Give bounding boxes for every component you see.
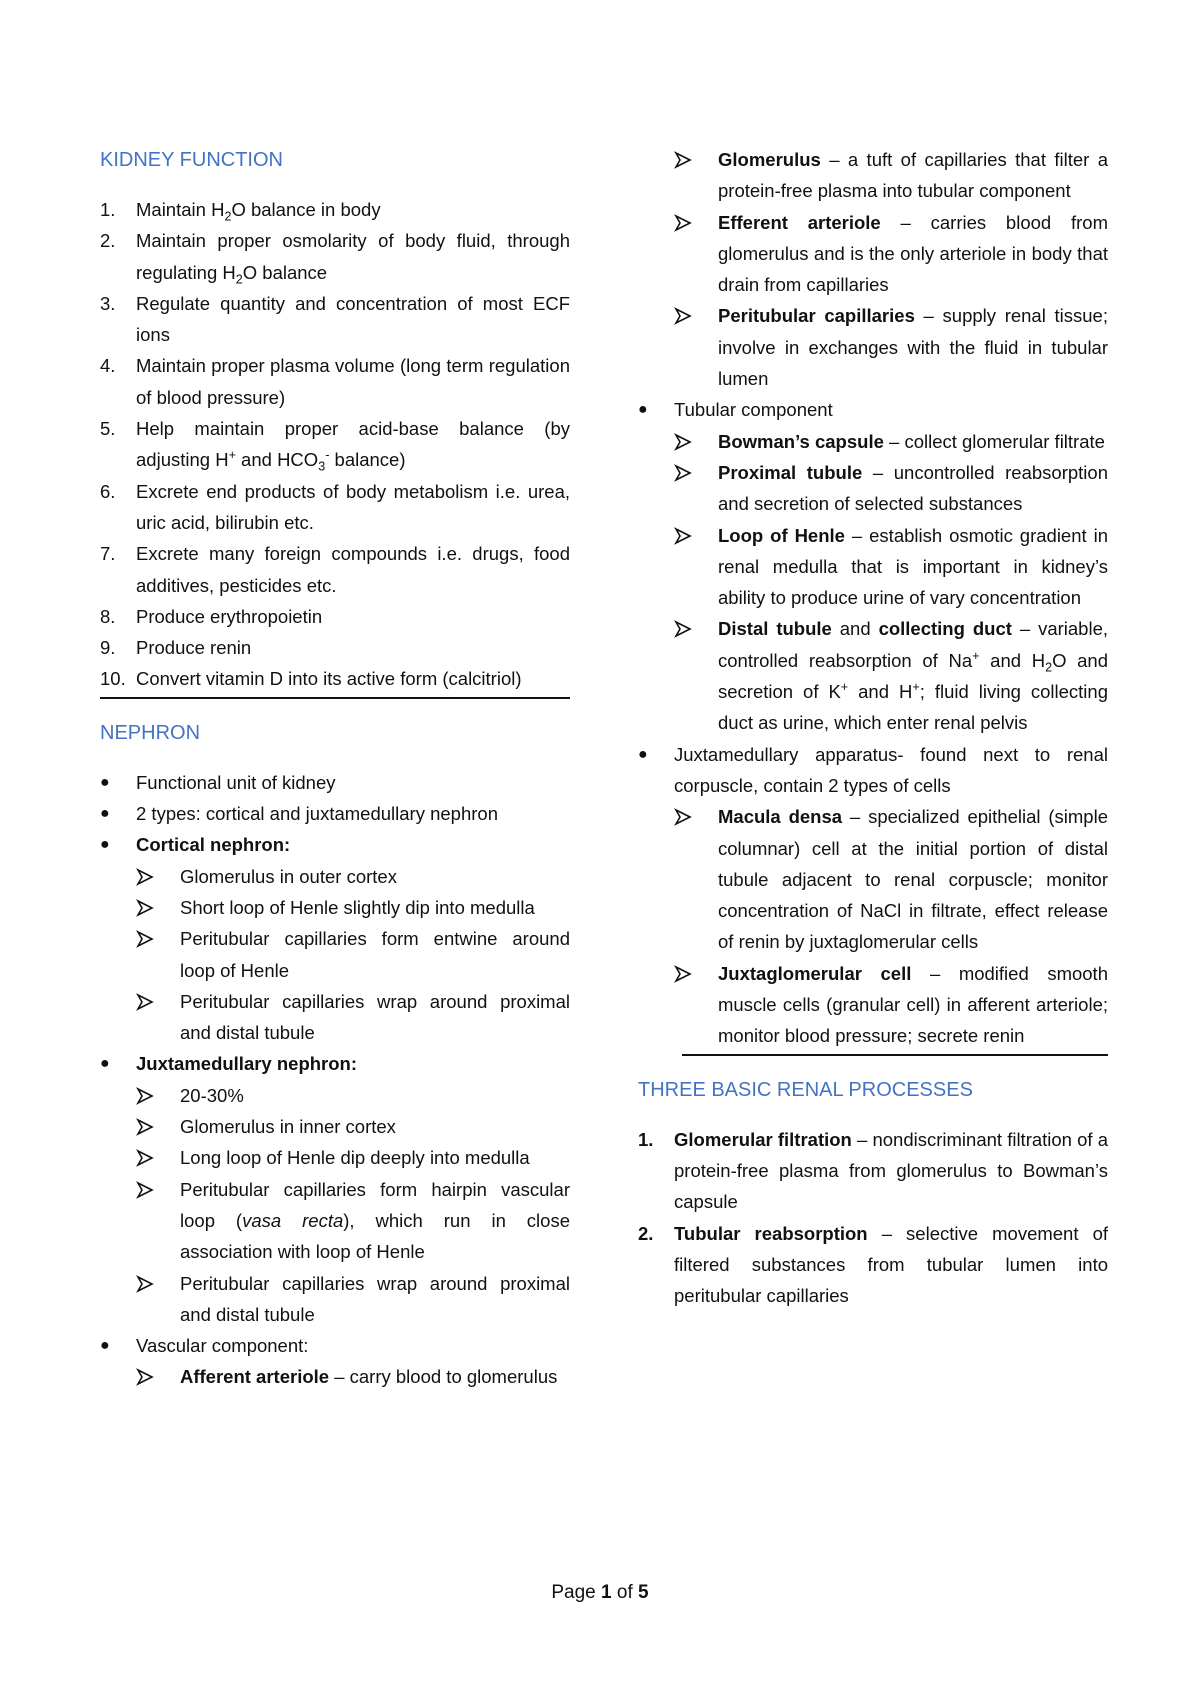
list-item-text: Glomerular filtration – nondiscriminant filtration of a protein-free plasma from glomerulus to Bowman’s capsule	[674, 1128, 1109, 1213]
renal-processes-list	[638, 1124, 1108, 1312]
list-number: 2.	[638, 1222, 654, 1244]
arrow-bullet-icon	[136, 861, 158, 892]
list-item	[136, 1174, 570, 1268]
jga-subitems	[674, 801, 1108, 1051]
list-item: ● Juxtamedullary apparatus- found next to renal corpuscle, contain 2 types of cells Macula densa – specialized epithelial (simple columnar) cell at the initial portion of distal tubule adjacent to renal corpuscle; monitor concentration of NaCl in filtrate, effect release of renin by juxtaglomerular cells Juxtaglomerular cell – modified smooth muscle cells (granular cell) in afferent arteriole; monitor blood pressure; secrete renin	[638, 739, 1108, 1052]
right-column	[638, 144, 1108, 1311]
list-item-text: Produce erythropoietin	[136, 605, 323, 627]
list-item-text: Glomerulus in inner cortex	[180, 1116, 396, 1138]
list-item-text: Produce renin	[136, 637, 252, 659]
arrow-bullet-icon	[136, 1268, 158, 1299]
list-item	[674, 426, 1108, 457]
list-item-text: Peritubular capillaries form entwine around loop of Henle	[180, 928, 570, 981]
list-item: ● 2 types: cortical and juxtamedullary nephron	[100, 798, 570, 829]
list-number: 4.	[100, 355, 116, 377]
list-item	[136, 1111, 570, 1142]
list-item	[100, 288, 570, 351]
list-item-text: Help maintain proper acid-base balance (by adjusting H+ and $HCO_3^-$ balance)	[136, 418, 570, 475]
list-item: ● Vascular component: Afferent arteriole – carry blood to glomerulus	[100, 1330, 570, 1393]
list-item	[100, 476, 570, 539]
list-item	[136, 1268, 570, 1331]
list-item-text: Peritubular capillaries wrap around proximal and distal tubule	[180, 990, 570, 1044]
arrow-bullet-icon	[136, 923, 158, 954]
arrow-bullet-icon	[136, 1174, 158, 1205]
nephron-list-continued	[638, 144, 1108, 1052]
list-item	[100, 1048, 570, 1330]
list-number: 10.	[100, 668, 126, 690]
list-item-text: Short loop of Henle slightly dip into medulla	[180, 896, 535, 918]
list-number: 2.	[100, 230, 116, 252]
list-item	[136, 986, 570, 1049]
arrow-bullet-icon	[136, 892, 158, 923]
nephron-list	[100, 767, 570, 1393]
list-item	[136, 1080, 570, 1111]
list-item	[100, 829, 570, 1048]
bullet-icon: ●	[638, 745, 648, 763]
list-item-text: Glomerulus – a tuft of capillaries that filter a protein-free plasma into tubular component	[718, 149, 1108, 202]
kidney-function-heading: KIDNEY FUNCTION	[100, 149, 283, 171]
bullet-icon: ●	[100, 836, 110, 854]
list-item-text: Macula densa – specialized epithelial (simple columnar) cell at the initial portion of distal tubule adjacent to renal corpuscle; monitor concentration of NaCl in filtrate, effect release of renin by juxtaglomerular cells	[718, 806, 1108, 953]
bullet-icon: ●	[100, 1337, 110, 1355]
list-item	[674, 613, 1108, 738]
list-item	[136, 861, 570, 892]
renal-processes-heading: THREE BASIC RENAL PROCESSES	[638, 1078, 973, 1101]
list-item-text: 20-30%	[180, 1084, 244, 1106]
bullet-icon: ●	[100, 1055, 110, 1073]
tubular-subitems	[674, 426, 1108, 739]
list-item-text: Maintain proper osmolarity of body fluid, through regulating $H_2O$ balance	[136, 230, 570, 287]
list-number: 1.	[100, 199, 116, 220]
bullet-icon: ●	[100, 805, 110, 823]
list-number: 9.	[100, 637, 116, 659]
list-item-text: Loop of Henle – establish osmotic gradient in renal medulla that is important in kidney’s ability to produce urine of vary concentration	[718, 524, 1109, 609]
list-item	[136, 1142, 570, 1173]
list-item-text: Maintain proper plasma volume (long term regulation of blood pressure)	[136, 355, 570, 408]
list-item-text: Peritubular capillaries form hairpin vascular loop (vasa recta), which run in close association with loop of Henle	[180, 1178, 570, 1263]
list-item-text: Distal tubule and collecting duct – variable, controlled reabsorption of Na+ and $H_2O$ and secretion of K+ and H+; fluid living collecting duct as urine, which enter renal pelvis	[718, 618, 1108, 734]
bullet-icon: ●	[638, 401, 648, 419]
arrow-bullet-icon	[136, 1080, 158, 1111]
list-item	[100, 350, 570, 413]
cortical-nephron-title: Cortical nephron:	[136, 834, 291, 856]
list-item	[674, 801, 1108, 957]
list-item	[674, 520, 1108, 614]
list-item-text: Long loop of Henle dip deeply into medulla	[180, 1147, 530, 1169]
list-item-text: Excrete end products of body metabolism i.e. urea, uric acid, bilirubin etc.	[136, 480, 570, 533]
list-item	[638, 1218, 1108, 1312]
arrow-bullet-icon	[674, 426, 696, 457]
list-item-text: Glomerulus in outer cortex	[180, 865, 397, 887]
page-footer: Page 1 of 5	[551, 1582, 649, 1603]
list-item-text: Proximal tubule – uncontrolled reabsorption and secretion of selected substances	[718, 461, 1108, 515]
list-item	[100, 225, 570, 288]
section-divider	[682, 1054, 1108, 1056]
arrow-bullet-icon	[674, 300, 696, 331]
arrow-bullet-icon	[674, 613, 696, 644]
list-item	[136, 1361, 570, 1392]
list-item-text: Convert vitamin D into its active form (calcitriol)	[136, 668, 522, 690]
list-item-text: Maintain $H_2O$ balance in body	[136, 199, 381, 224]
list-item-text: Efferent arteriole – carries blood from glomerulus and is the only arteriole in body that drain from capillaries	[718, 211, 1109, 296]
list-item	[100, 601, 570, 632]
list-number: 7.	[100, 543, 116, 565]
list-item-text: Peritubular capillaries wrap around proximal and distal tubule	[180, 1272, 570, 1325]
list-item	[100, 413, 570, 476]
list-item	[674, 457, 1108, 520]
left-column	[100, 138, 570, 1393]
kidney-function-list	[100, 194, 570, 695]
list-item-text: Regulate quantity and concentration of most ECF ions	[136, 292, 570, 346]
list-item	[674, 958, 1108, 1052]
list-item-continued	[638, 144, 1108, 394]
list-item-text: Excrete many foreign compounds i.e. drugs, food additives, pesticides etc.	[136, 543, 570, 596]
arrow-bullet-icon	[674, 520, 696, 551]
list-item	[674, 207, 1108, 301]
list-item	[674, 144, 1108, 207]
vascular-subitems-left	[136, 1361, 570, 1392]
list-number: 3.	[100, 292, 116, 314]
arrow-bullet-icon	[136, 1111, 158, 1142]
bullet-icon: ●	[100, 773, 110, 791]
list-item-text: Peritubular capillaries – supply renal tissue; involve in exchanges with the fluid in tubular lumen	[718, 305, 1108, 390]
arrow-bullet-icon	[136, 1142, 158, 1173]
list-item-text: Afferent arteriole – carry blood to glomerulus	[180, 1366, 558, 1388]
list-item: ● Tubular component Bowman’s capsule – collect glomerular filtrate Proximal tubule – uncontrolled reabsorption and secretion of selected substances Loop of Henle – establish osmotic gradient in renal medulla that is important in kidney’s ability to produce urine of vary concentration Distal tubule and collecting duct – variable, controlled reabsorption of Na+ and $H_2O$ and secretion of K+ and H+; fluid living collecting duct as urine, which enter renal pelvis	[638, 394, 1108, 738]
list-number: 6.	[100, 480, 116, 502]
nephron-heading: NEPHRON	[100, 721, 201, 744]
list-item	[638, 1124, 1108, 1218]
list-number: 1.	[638, 1128, 654, 1150]
arrow-bullet-icon	[136, 1361, 158, 1392]
list-item	[674, 300, 1108, 394]
list-item-text: Bowman’s capsule – collect glomerular filtrate	[718, 430, 1105, 452]
list-item	[100, 538, 570, 601]
juxtamedullary-nephron-title: Juxtamedullary nephron:	[136, 1053, 358, 1075]
arrow-bullet-icon	[674, 958, 696, 989]
list-item	[136, 892, 570, 923]
list-item: ● Functional unit of kidney	[100, 767, 570, 798]
juxta-subitems	[136, 1080, 570, 1330]
list-item	[136, 923, 570, 986]
vascular-subitems-right	[674, 144, 1108, 394]
arrow-bullet-icon	[674, 207, 696, 238]
list-item-text: Juxtaglomerular cell – modified smooth muscle cells (granular cell) in afferent arteriole; monitor blood pressure; secrete renin	[718, 962, 1108, 1047]
list-item	[100, 632, 570, 663]
arrow-bullet-icon	[136, 986, 158, 1017]
list-number: 8.	[100, 605, 116, 627]
list-item-text: Tubular reabsorption – selective movement of filtered substances from tubular lumen into peritubular capillaries	[674, 1222, 1108, 1307]
arrow-bullet-icon	[674, 457, 696, 488]
arrow-bullet-icon	[674, 801, 696, 832]
list-item	[100, 663, 570, 694]
list-number: 5.	[100, 418, 116, 440]
section-divider	[100, 697, 570, 699]
list-item	[100, 194, 570, 225]
arrow-bullet-icon	[674, 144, 696, 175]
cortical-subitems	[136, 861, 570, 1049]
